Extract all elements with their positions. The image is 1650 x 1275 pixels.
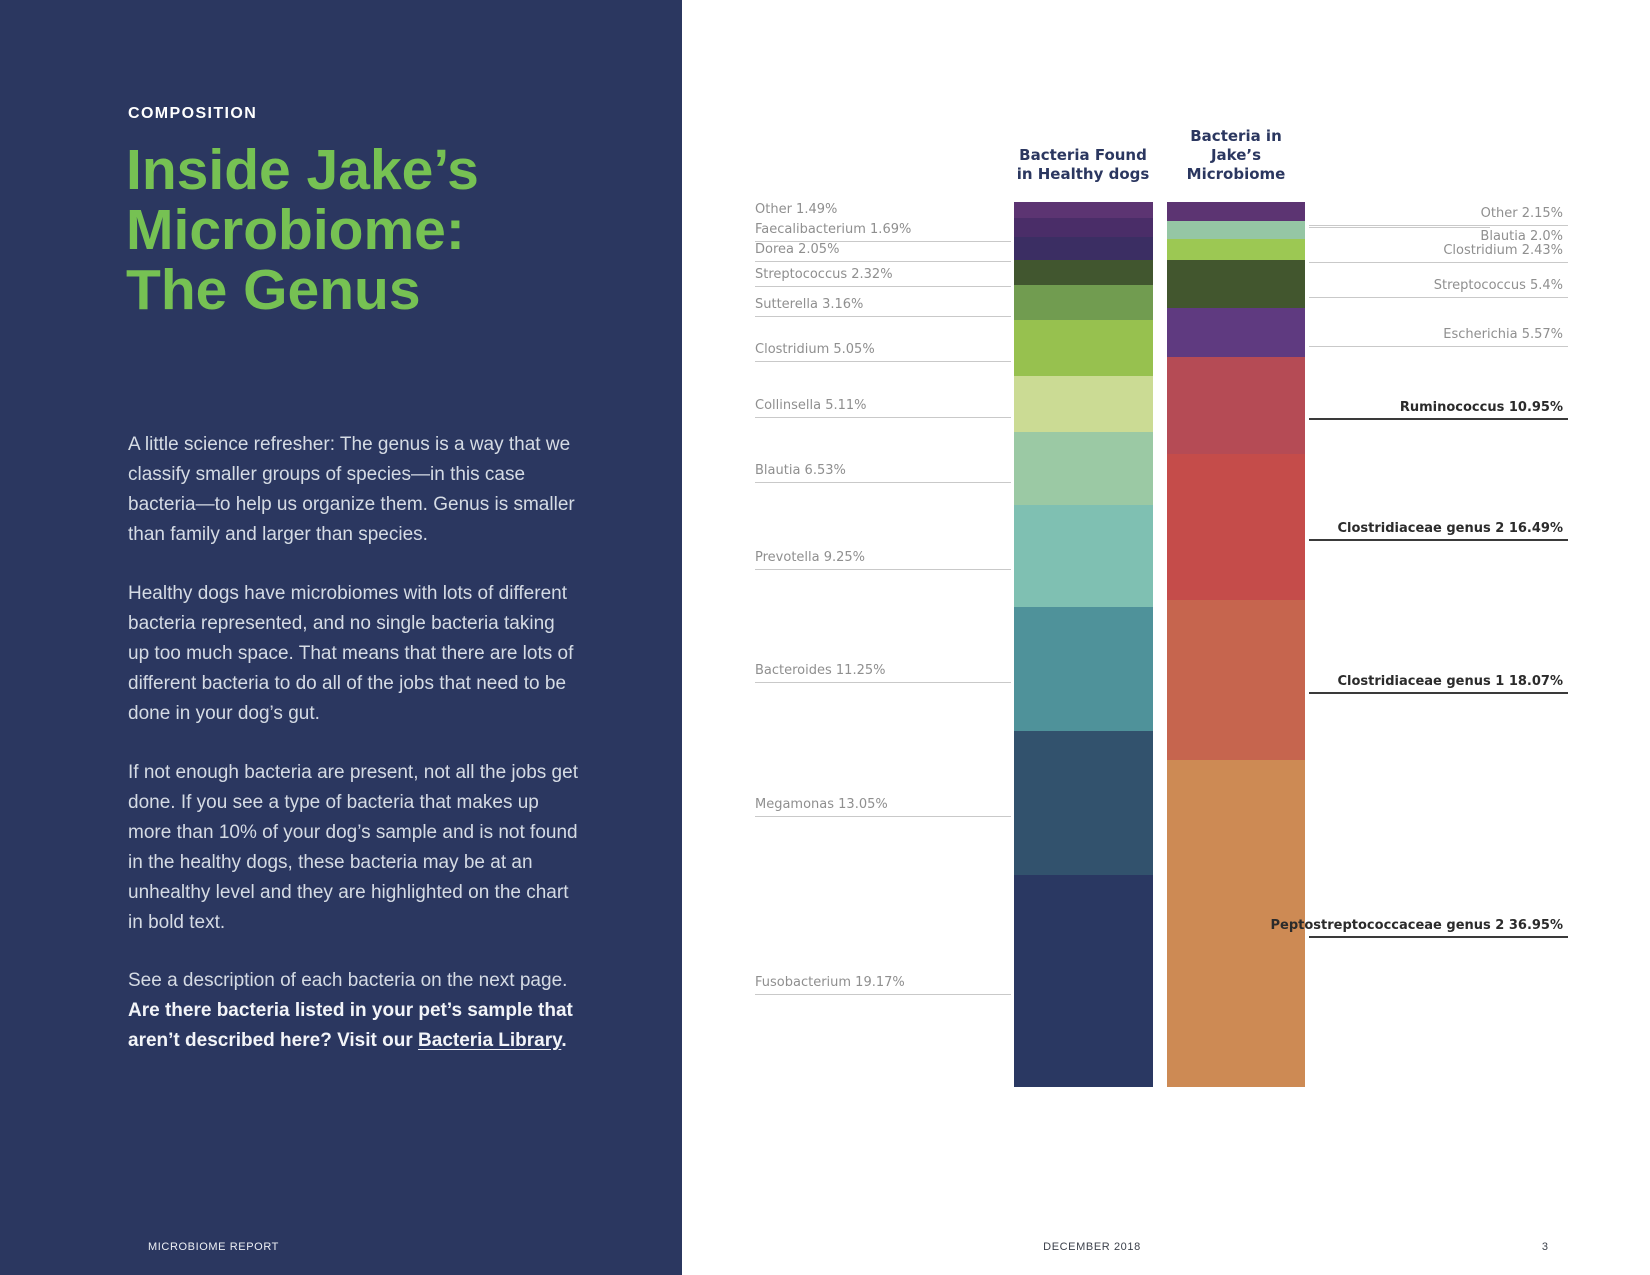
label-dorea: Dorea 2.05% [755, 242, 840, 258]
paragraph-4-normal: See a description of each bacteria on the next page. [128, 970, 568, 991]
paragraph-1: A little science refresher: The genus is a way that we classify smaller groups of species—in this case bacteria—to help us organize them. Genus is smaller than family and larger than species. [128, 434, 575, 545]
report-name-footer: MICROBIOME REPORT [148, 1241, 280, 1253]
label-line-streptococcus [1309, 297, 1568, 298]
jakes-microbiome-column-header [1086, 127, 1386, 184]
label-line-sutterella [755, 316, 1011, 317]
paragraph-4-period: . [561, 1030, 567, 1051]
label-line-megamonas [755, 816, 1011, 817]
label-blautia: Blautia 6.53% [755, 462, 846, 478]
sidebar-panel [0, 0, 682, 1275]
label-clostridiaceae-genus-2: Clostridiaceae genus 2 16.49% [1337, 521, 1563, 537]
section-eyebrow: COMPOSITION [128, 105, 258, 122]
label-faecalibacterium: Faecalibacterium 1.69% [755, 221, 912, 237]
label-clostridium: Clostridium 2.43% [1443, 243, 1563, 259]
column-header-line: Bacteria in [1190, 127, 1282, 145]
label-ruminococcus: Ruminococcus 10.95% [1399, 399, 1563, 415]
label-clostridiaceae-genus-1: Clostridiaceae genus 1 18.07% [1337, 674, 1563, 690]
label-sutterella: Sutterella 3.16% [755, 296, 864, 312]
column-header-line: Bacteria Found [1019, 146, 1147, 164]
paragraph-3: If not enough bacteria are present, not all the jobs get done. If you see a type of bacteria that makes up more than 10% of your dog’s sample and is not found in the healthy dogs, these bacteria may be at an unhealthy level and they are highlighted on the chart in bold text. [128, 762, 578, 933]
label-streptococcus: Streptococcus 2.32% [755, 266, 893, 282]
label-line-ruminococcus [1309, 418, 1568, 420]
label-line-blautia [755, 482, 1011, 483]
label-collinsella: Collinsella 5.11% [755, 398, 867, 414]
label-line-collinsella [755, 417, 1011, 418]
label-line-clostridiaceae-genus-2 [1309, 539, 1568, 541]
column-header-line: Jake’s [1210, 146, 1262, 164]
column-header-line: in Healthy dogs [1016, 165, 1150, 183]
label-line-other [1309, 225, 1568, 226]
bar-segment-megamonas [1014, 731, 1153, 875]
footer-page-number: 3 [1541, 1241, 1548, 1253]
label-blautia: Blautia 2.0% [1480, 228, 1563, 244]
paragraph-4-bold: Are there bacteria listed in your pet’s sample that aren’t described here? Visit our [128, 1000, 573, 1051]
label-other: Other 2.15% [1480, 205, 1563, 221]
bar-segment-blautia [1014, 432, 1153, 504]
page-title-line-1: Inside Jake’s [126, 138, 479, 202]
page-title-line-3: The Genus [126, 258, 421, 322]
label-bacteroides: Bacteroides 11.25% [755, 662, 886, 678]
label-escherichia: Escherichia 5.57% [1443, 326, 1563, 342]
label-fusobacterium: Fusobacterium 19.17% [755, 975, 905, 991]
label-megamonas: Megamonas 13.05% [755, 797, 888, 813]
paragraph-2: Healthy dogs have microbiomes with lots of different bacteria represented, and no single bacteria taking up too much space. That means that there are lots of different bacteria to do all of the jobs that need to be done in your dog’s gut. [128, 583, 574, 724]
label-line-clostridiaceae-genus-1 [1309, 692, 1568, 694]
bacteria-library-link[interactable]: Bacteria Library [418, 1030, 562, 1051]
column-header-line: Microbiome [1186, 165, 1286, 183]
page-title-line-2: Microbiome: [126, 198, 465, 262]
label-line-peptostreptococcaceae-genus-2 [1309, 936, 1568, 938]
label-other: Other 1.49% [755, 202, 838, 218]
label-line-prevotella [755, 569, 1011, 570]
label-prevotella: Prevotella 9.25% [755, 549, 866, 565]
label-line-clostridium [755, 361, 1011, 362]
label-line-bacteroides [755, 682, 1011, 683]
label-line-dorea [755, 261, 1011, 262]
label-peptostreptococcaceae-genus-2: Peptostreptococcaceae genus 2 36.95% [1270, 917, 1563, 933]
label-line-clostridium [1309, 262, 1568, 263]
label-line-escherichia [1309, 346, 1568, 347]
label-streptococcus: Streptococcus 5.4% [1433, 278, 1563, 294]
label-line-fusobacterium [755, 994, 1011, 995]
label-line-streptococcus [755, 286, 1011, 287]
bar-segment-bacteroides [1014, 607, 1153, 731]
label-clostridium: Clostridium 5.05% [755, 342, 875, 358]
page-title [126, 140, 479, 320]
paragraph-4 [128, 966, 580, 1056]
bar-segment-fusobacterium [1014, 875, 1153, 1087]
footer-date: DECEMBER 2018 [1043, 1241, 1141, 1253]
